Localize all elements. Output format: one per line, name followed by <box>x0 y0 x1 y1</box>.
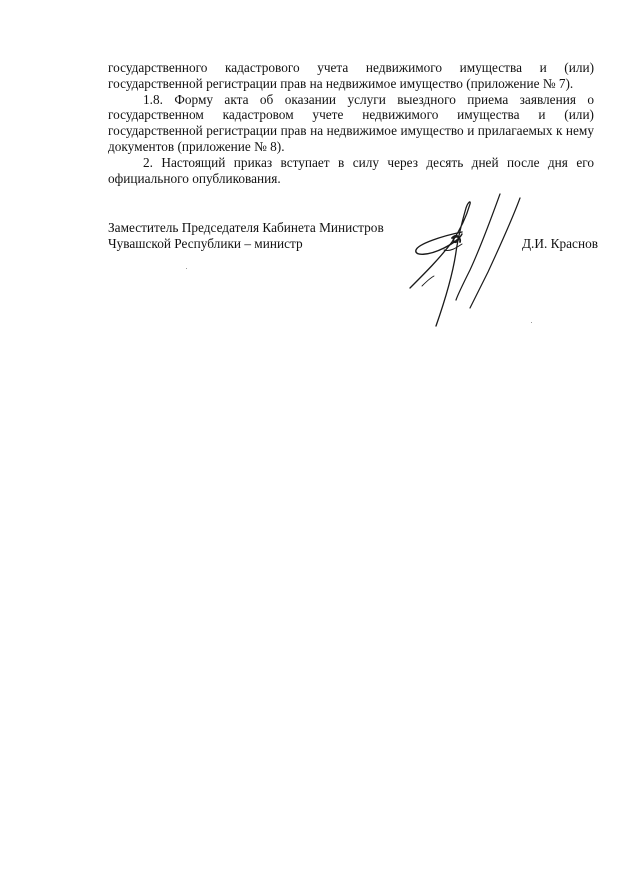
paragraph-item-1-8: 1.8. Форму акта об оказании услуги выездного приема заявления о государственном кадастровом учете недвижимого имущества и (или) государственной регистрации прав на недвижимое имущество и прилагаемых к нему документов (приложение № 8). <box>108 91 594 154</box>
signer-title-line-2: Чувашской Республики – министр <box>108 236 303 251</box>
paragraph-continuation: государственного кадастрового учета недвижимого имущества и (или) государственной регистрации прав на недвижимое имущество (приложение № 7). <box>108 60 594 91</box>
signer-name: Д.И. Краснов <box>521 236 598 251</box>
signer-title-line-1: Заместитель Председателя Кабинета Министров <box>108 220 384 235</box>
scan-speck <box>186 268 187 269</box>
handwritten-signature <box>400 190 550 335</box>
document-body <box>108 60 594 186</box>
scan-speck <box>531 322 532 323</box>
paragraph-item-2: 2. Настоящий приказ вступает в силу через десять дней после дня его официального опубликования. <box>108 154 594 186</box>
